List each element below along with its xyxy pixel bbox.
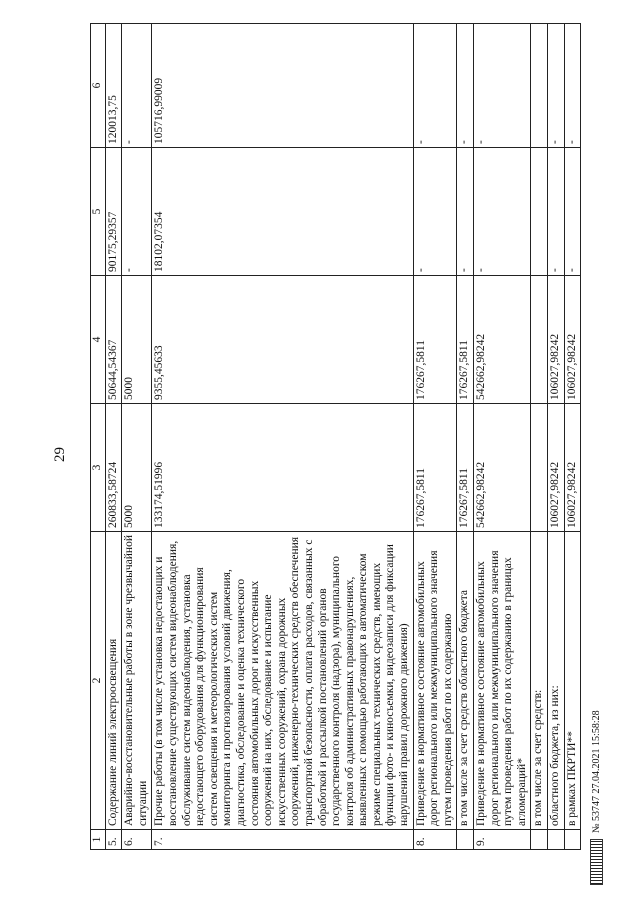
value-cell: 176267,5811 xyxy=(413,276,457,404)
value-cell: 120013,75 xyxy=(105,24,122,148)
value-cell: 176267,5811 xyxy=(457,404,474,532)
value-cell: - xyxy=(564,24,581,148)
value-cell: - xyxy=(457,24,474,148)
table-row xyxy=(531,24,548,850)
table-row xyxy=(474,24,531,850)
value-cell: - xyxy=(122,24,152,148)
value-cell: 50644,54367 xyxy=(105,276,122,404)
value-cell: 106027,98242 xyxy=(548,404,565,532)
value-cell: 176267,5811 xyxy=(413,404,457,532)
description-cell: Содержание линий электроосвещения xyxy=(105,532,122,830)
value-cell: 106027,98242 xyxy=(548,276,565,404)
value-cell: 260833,58724 xyxy=(105,404,122,532)
value-cell: 176267,5811 xyxy=(457,276,474,404)
description-cell: Аварийно-восстановительные работы в зоне чрезвычайной ситуации xyxy=(122,532,152,830)
description-cell: в рамках ПКРТИ** xyxy=(564,532,581,830)
description-cell: Приведение в нормативное состояние автомобильных дорог регионального или межмуниципального значения путем проведения работ по их содержанию в границах агломераций* xyxy=(474,532,531,830)
table-row xyxy=(413,24,457,850)
value-cell: 5000 xyxy=(122,404,152,532)
description-cell: областного бюджета, из них: xyxy=(548,532,565,830)
row-number-cell xyxy=(531,830,548,850)
description-cell: в том числе за счет средств: xyxy=(531,532,548,830)
row-number-cell: 7. xyxy=(152,830,413,850)
header-cell: 5 xyxy=(91,148,106,276)
value-cell: - xyxy=(122,148,152,276)
row-number-cell: 6. xyxy=(122,830,152,850)
header-cell: 6 xyxy=(91,24,106,148)
value-cell xyxy=(531,276,548,404)
value-cell: 9355,45633 xyxy=(152,276,413,404)
description-cell: Прочие работы (в том числе установка недостающих и восстановление существующих систем видеонаблюдения, обслуживание систем видеонаблюдения, установка недостающего оборудования для функционирования систем освещения и метеорологических систем мониторинга и прогнозирования условий движения, диагностика, обследование и оценка технического состояния автомобильных дорог и искусственных сооружений на них, обследование и испытание искусственных сооружений, охрана дорожных сооружений, инженерно-технических средств обеспечения транспортной безопасности, оплата расходов, связанных с обработкой и рассылкой постановлений органов государственного контроля (надзора), муниципального контроля об административных правонарушениях, выявленных с помощью работающих в автоматическом режиме специальных технических средств, имеющих функции фото- и киносъемки, видеозаписи для фиксации нарушений правил дорожного движения) xyxy=(152,532,413,830)
registration-stamp xyxy=(590,710,603,885)
value-cell: 542662,98242 xyxy=(474,404,531,532)
value-cell xyxy=(531,148,548,276)
value-cell: - xyxy=(548,24,565,148)
row-number-cell xyxy=(564,830,581,850)
value-cell: - xyxy=(474,24,531,148)
value-cell: - xyxy=(413,148,457,276)
value-cell: 5000 xyxy=(122,276,152,404)
table-row xyxy=(105,24,122,850)
header-cell: 3 xyxy=(91,404,106,532)
value-cell: 133174,51996 xyxy=(152,404,413,532)
value-cell xyxy=(531,404,548,532)
value-cell: - xyxy=(413,24,457,148)
table-row xyxy=(548,24,565,850)
row-number-cell: 8. xyxy=(413,830,457,850)
header-cell: 1 xyxy=(91,830,106,850)
value-cell: - xyxy=(564,148,581,276)
value-cell: 18102,07354 xyxy=(152,148,413,276)
value-cell xyxy=(531,24,548,148)
description-cell: в том числе за счет средств областного бюджета xyxy=(457,532,474,830)
header-cell: 2 xyxy=(91,532,106,830)
value-cell: 90175,29357 xyxy=(105,148,122,276)
value-cell: - xyxy=(474,148,531,276)
header-cell: 4 xyxy=(91,276,106,404)
row-number-cell xyxy=(548,830,565,850)
description-cell: Приведение в нормативное состояние автомобильных дорог регионального или межмуниципального значения путем проведения работ по их содержанию xyxy=(413,532,457,830)
page-number: 29 xyxy=(52,447,68,462)
value-cell: 106027,98242 xyxy=(564,276,581,404)
value-cell: - xyxy=(548,148,565,276)
row-number-cell: 5. xyxy=(105,830,122,850)
barcode-icon xyxy=(590,839,603,885)
value-cell: 105716,99009 xyxy=(152,24,413,148)
row-number-cell: 9. xyxy=(474,830,531,850)
value-cell: 542662,98242 xyxy=(474,276,531,404)
table-row xyxy=(564,24,581,850)
value-cell: - xyxy=(457,148,474,276)
budget-table xyxy=(90,23,581,850)
registration-text: № 53747 27.04.2021 15:58:28 xyxy=(591,710,602,833)
table-row xyxy=(152,24,413,850)
table-row xyxy=(122,24,152,850)
row-number-cell xyxy=(457,830,474,850)
value-cell: 106027,98242 xyxy=(564,404,581,532)
header-row xyxy=(91,24,106,850)
table-row xyxy=(457,24,474,850)
